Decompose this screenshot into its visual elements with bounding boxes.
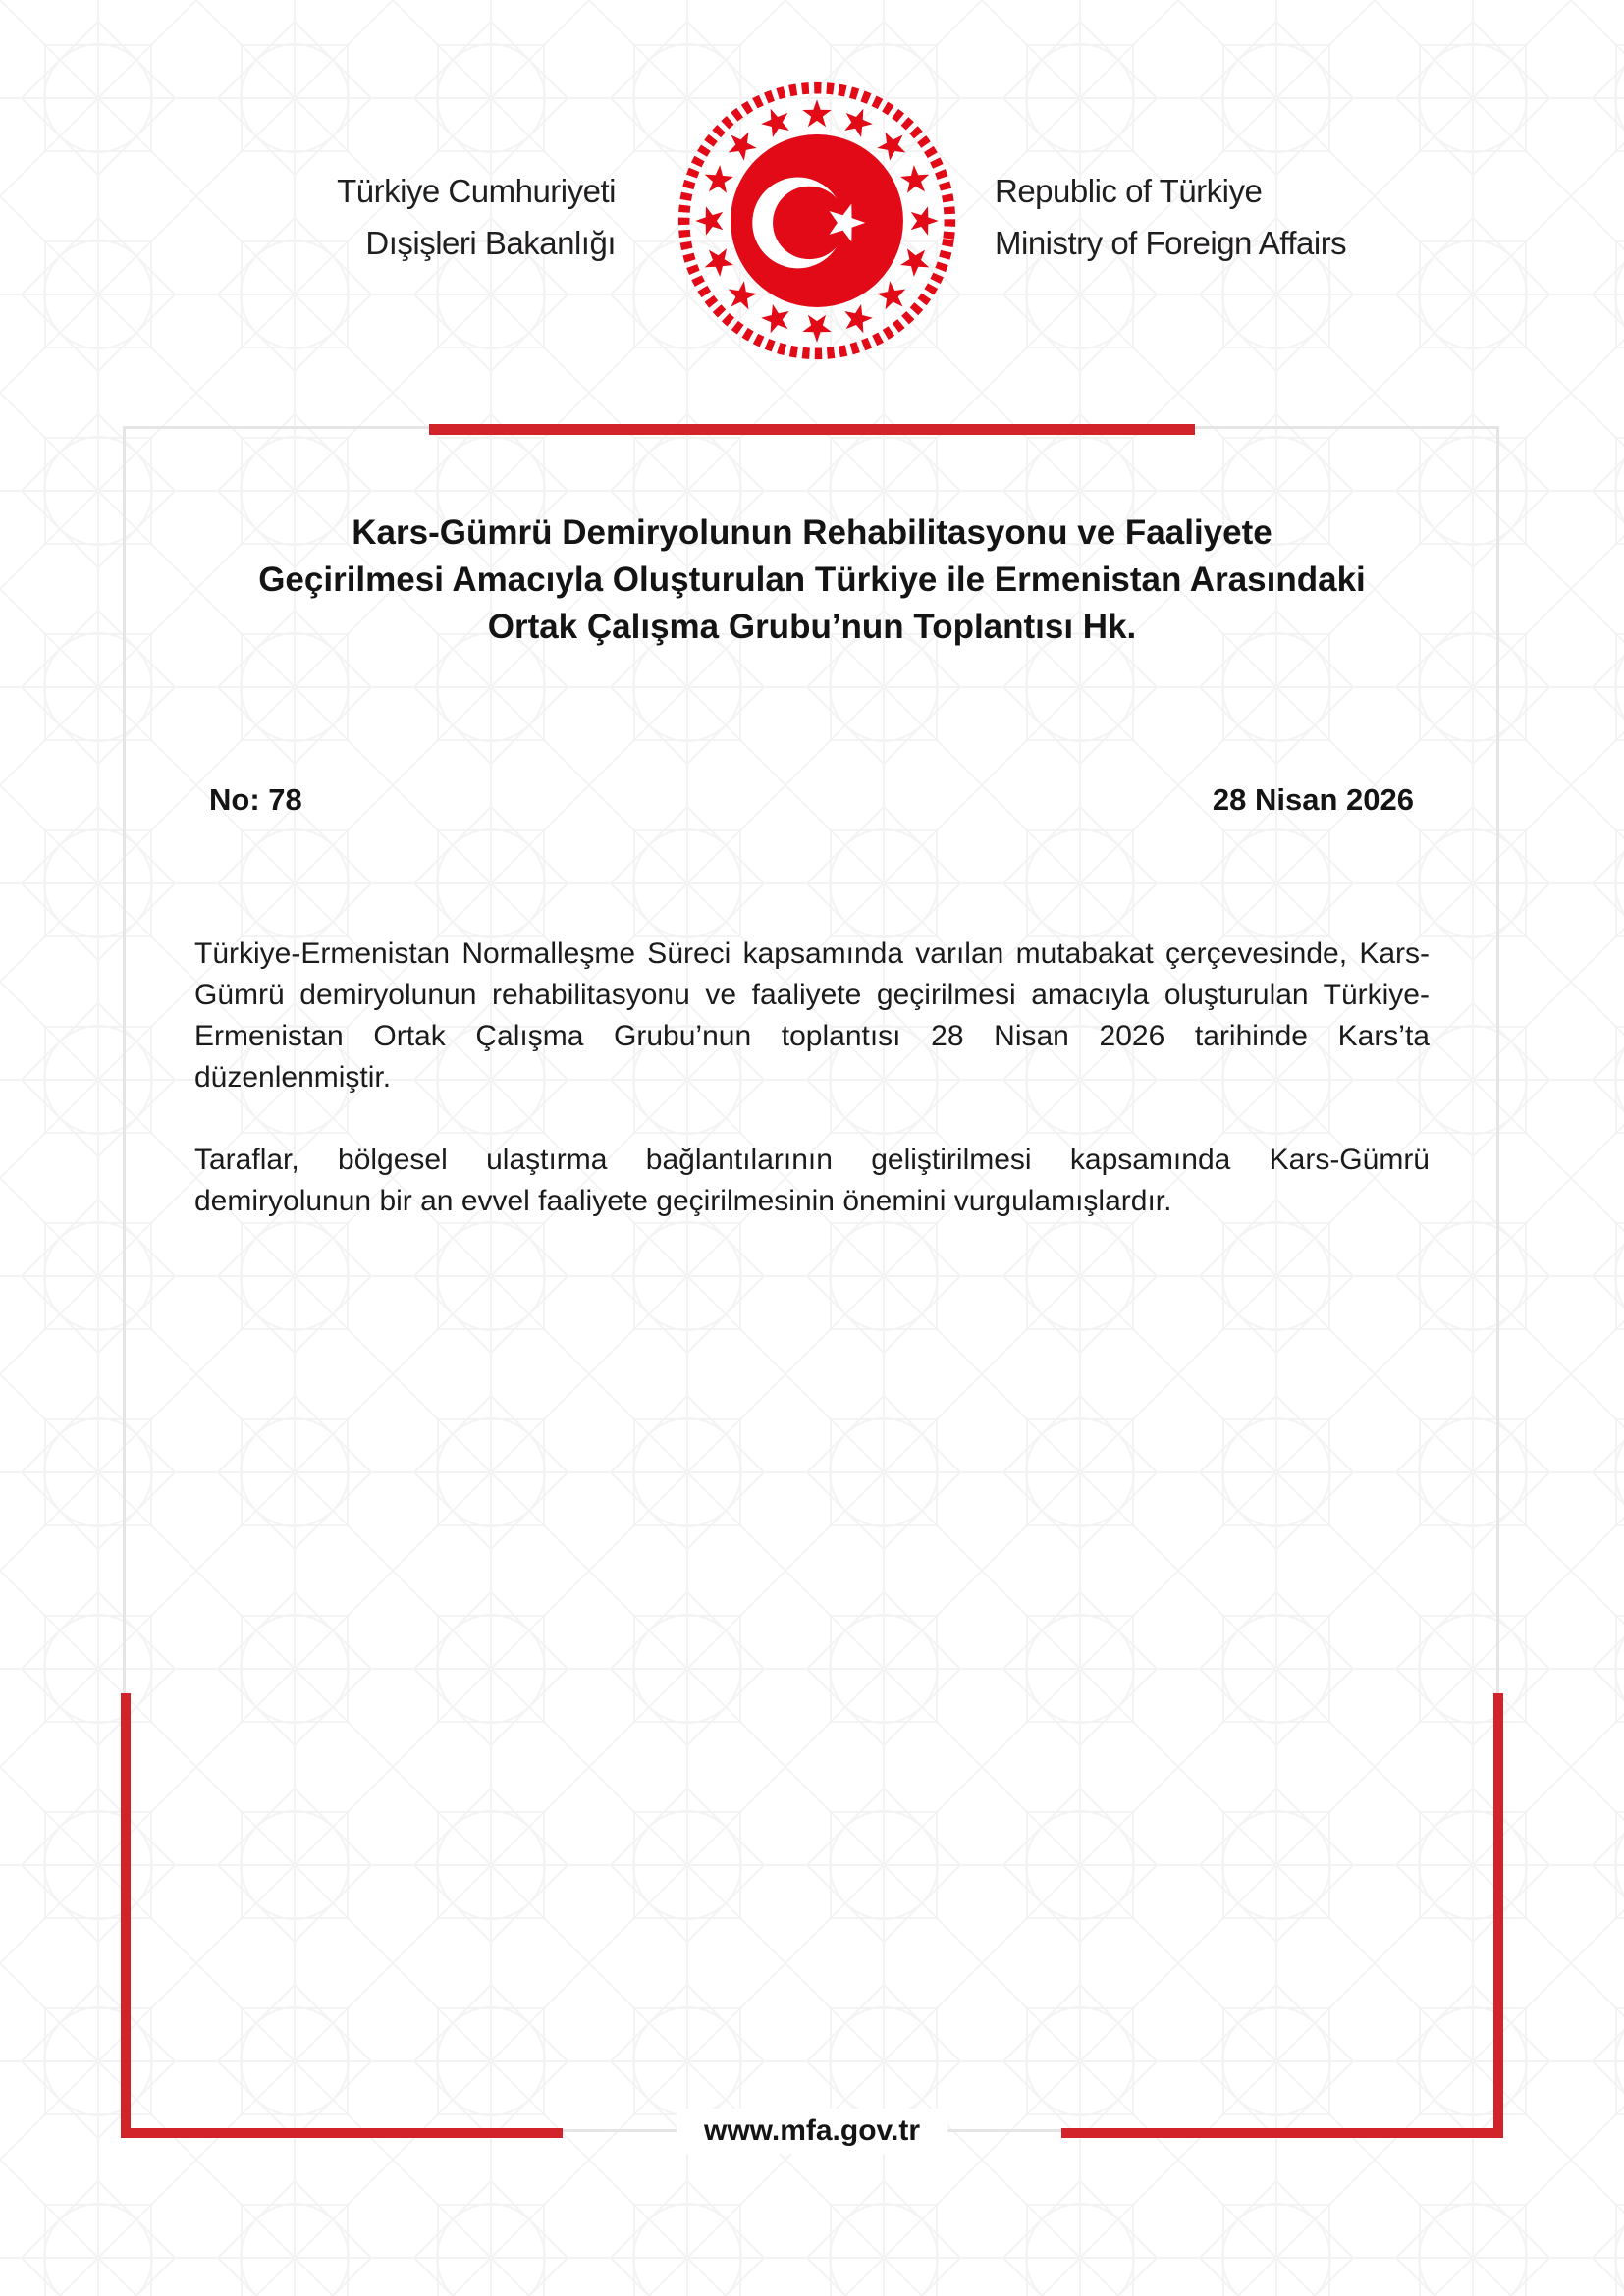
release-body (194, 934, 1430, 1222)
header-left-line2: Dışişleri Bakanlığı (365, 225, 616, 261)
top-accent-bar (429, 424, 1195, 435)
website-url: www.mfa.gov.tr (677, 2109, 947, 2154)
title-line-3: Ortak Çalışma Grubu’nun Toplantısı Hk. (487, 608, 1137, 646)
header-left-line1: Türkiye Cumhuriyeti (337, 173, 616, 209)
title-line-1: Kars-Gümrü Demiryolunun Rehabilitasyonu ve Faaliyete (352, 513, 1272, 552)
page-title (196, 509, 1428, 651)
corner-mark-right-vertical (1493, 1693, 1503, 2138)
header-right-line2: Ministry of Foreign Affairs (995, 225, 1347, 261)
paragraph-2: Taraflar, bölgesel ulaştırma bağlantılarının geliştirilmesi kapsamında Kars-Gümrü demiryolunun bir an evvel faaliyete geçirilmesinin önemini vurgulamışlardır. (194, 1144, 1430, 1217)
paragraph-1: Türkiye-Ermenistan Normalleşme Süreci kapsamında varılan mutabakat çerçevesinde, Kars-Gümrü demiryolunun rehabilitasyonu ve faaliyete geçirilmesi amacıyla oluşturulan Türkiye-Ermenistan Ortak Çalışma Grubu’nun toplantısı 28 Nisan 2026 tarihinde Kars’ta düzenlenmiştir. (194, 937, 1430, 1094)
release-date: 28 Nisan 2026 (1212, 782, 1414, 817)
title-line-2: Geçirilmesi Amacıyla Oluşturulan Türkiye ile Ermenistan Arasındaki (258, 561, 1366, 599)
header-right-line1: Republic of Türkiye (995, 173, 1263, 209)
corner-mark-left-horizontal (121, 2128, 563, 2138)
ministry-name-turkish (125, 165, 616, 269)
content-frame (123, 426, 1499, 2132)
release-number: No: 78 (209, 782, 302, 817)
mfa-emblem (675, 79, 959, 363)
ministry-name-english (995, 165, 1525, 269)
crescent-star-icon (731, 134, 903, 307)
corner-mark-left-vertical (121, 1693, 131, 2138)
corner-mark-right-horizontal (1061, 2128, 1503, 2138)
